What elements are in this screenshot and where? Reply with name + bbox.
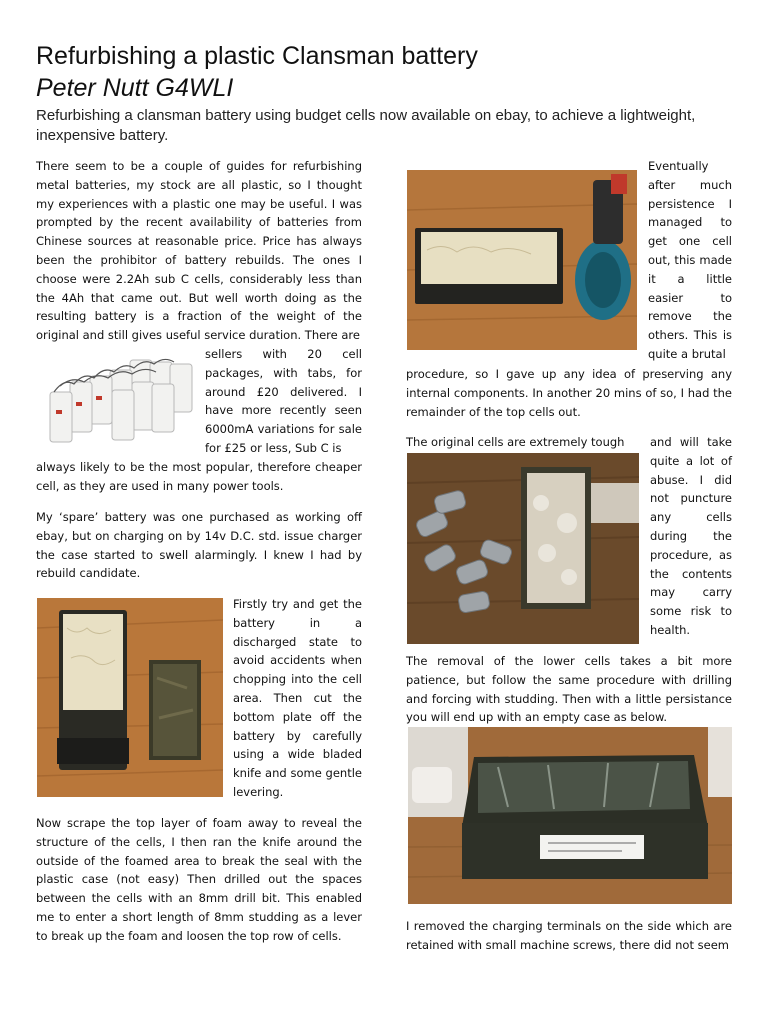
right-paragraph-2-lead: The original cells are extremely tough xyxy=(406,435,625,449)
left-paragraph-1: There seem to be a couple of guides for refurbishing metal batteries, my stock are all plastic, so I thought my experiences with a plastic one may be useful. I was prompted by the recent availability of batteries from Chinese sources at reasonable price. Price has always been the prohibitor of battery rebuilds. The ones I choose were 2.2Ah sub C cells, considerably less than the 4Ah that came out. But well worth doing as the resulting battery is a fraction of the weight of the original and still gives useful service duration. There are xyxy=(36,159,362,343)
right-paragraph-1-side: Eventually after much persistence I managed to get one cell out, this made it a little easier to remove the others. This is quite a brutal xyxy=(648,159,732,361)
cut-battery-photo xyxy=(37,598,223,797)
left-paragraph-1-bottom: always likely to be the most popular, therefore cheaper cell, as they are used in many power tools. xyxy=(36,460,362,493)
loose-cells-photo xyxy=(407,453,639,644)
page-title: Refurbishing a plastic Clansman battery xyxy=(36,42,478,70)
left-paragraph-2: My ‘spare’ battery was one purchased as working off ebay, but on charging on by 14v D.C. std. issue charger the case started to swell alarmingly. I knew I had by rebuild candidate. xyxy=(36,510,362,581)
empty-case-photo xyxy=(408,727,732,904)
right-paragraph-1-bottom: procedure, so I gave up any idea of preserving any internal components. In another 20 mins of so, I had the remainder of the top cells out. xyxy=(406,367,732,419)
right-paragraph-3: The removal of the lower cells takes a bit more patience, but follow the same procedure with drilling and forcing with studding. Then with a little persistance you will end up with an empty case as below. xyxy=(406,654,732,725)
subtitle: Refurbishing a clansman battery using budget cells now available on ebay, to achieve a lightweight, inexpensive battery. xyxy=(36,107,696,144)
left-paragraph-1-side: sellers with 20 cell packages, with tabs, for around £20 delivered. I have more recently seen 6000mA variations for sale for £25 or less, Sub C is xyxy=(205,347,362,455)
left-paragraph-4: Now scrape the top layer of foam away to reveal the structure of the cells, I then ran the knife around the outside of the foamed area to break the seal with the plastic case (not easy) Then drilled out the spaces between the cells with an 8mm drill bit. This enabled me to enter a short length of 8mm studding as a lever to break up the foam and loosen the top row of cells. xyxy=(36,816,362,943)
right-paragraph-2-side: and will take quite a lot of abuse. I did not puncture any cells during the procedure, as the contents may carry some risk to health. xyxy=(650,435,732,637)
battery-drill-photo xyxy=(407,170,637,350)
right-paragraph-4: I removed the charging terminals on the side which are retained with small machine screws, there did not seem xyxy=(406,919,732,952)
left-paragraph-3-side: Firstly try and get the battery in a discharged state to avoid accidents when chopping into the cell area. Then cut the bottom plate off the battery by carefully using a wide bladed knife and some gentle levering. xyxy=(233,597,362,799)
author-line: Peter Nutt G4WLI xyxy=(36,74,234,102)
battery-cells-photo xyxy=(40,352,200,448)
